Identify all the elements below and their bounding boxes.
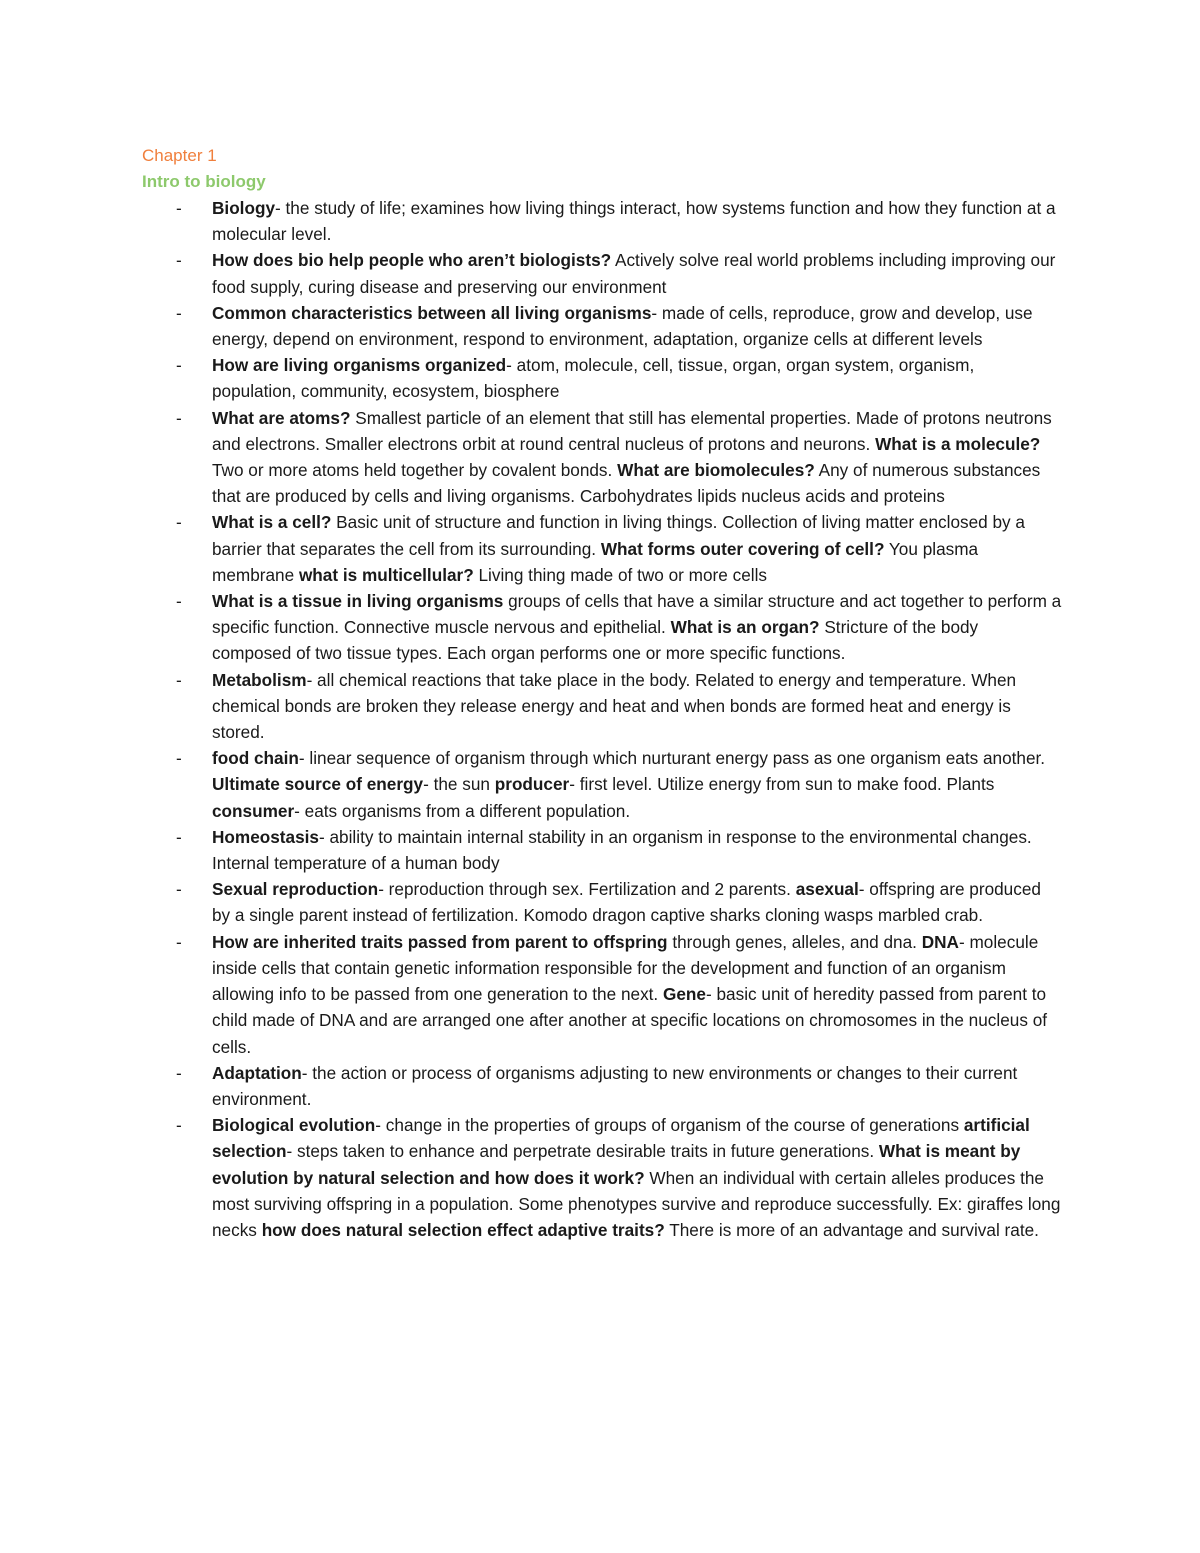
notes-list [142,195,1062,1243]
item-text: When an individual with certain alleles produces the most surviving offspring in a population. Some phenotypes survive and reproduce successfully. Ex: giraffes long necks [212,1167,1061,1240]
item-text: - the action or process of organisms adjusting to new environments or changes to their current environment. [212,1062,1018,1109]
list-item [142,352,1062,404]
item-text: - change in the properties of groups of organism of the course of generations [375,1115,964,1136]
item-text: - offspring are produced by a single parent instead of fertilization. Komodo dragon captive sharks cloning wasps marbled crab. [212,879,1041,926]
list-item [142,195,1062,247]
item-text: - ability to maintain internal stability in an organism in response to the environmental changes. Internal temperature of a human body [212,826,1032,874]
list-item [142,1112,1062,1243]
bold-term: food chain [212,748,299,769]
item-text: - linear sequence of organism through which nurturant energy pass as one organism eats another. [298,748,1046,769]
bullet-dash: - [176,591,182,612]
bold-term: How does bio help people who aren’t biologists? [212,250,612,271]
bullet-dash: - [176,250,182,271]
bold-term: DNA [921,931,959,952]
bold-term: consumer [212,800,295,821]
bullet-dash: - [176,1115,182,1136]
item-text: Basic unit of structure and function in living things. Collection of living matter enclosed by a barrier that separates the cell from its surrounding. [212,512,1025,559]
list-item [142,247,1062,299]
item-text: Actively solve real world problems including improving our food supply, curing disease and preserving our environment [212,250,1056,297]
list-item [142,405,1062,510]
list-item [142,300,1062,352]
item-text: - basic unit of heredity passed from parent to child made of DNA and are arranged one after another at specific locations on chromosomes in the nucleus of cells. [212,984,1048,1057]
list-item [142,929,1062,1060]
bold-term: Common characteristics between all living organisms [212,302,652,323]
item-text: You plasma membrane [212,538,979,585]
bold-term: What is a cell? [212,512,332,533]
bullet-dash: - [176,931,182,952]
item-text: Two or more atoms held together by covalent bonds. [212,460,618,481]
item-text: - made of cells, reproduce, grow and develop, use energy, depend on environment, respond to environment, adaptation, organize cells at different levels [212,302,1033,350]
item-text: Living thing made of two or more cells [473,564,767,585]
item-text: Stricture of the body composed of two tissue types. Each organ performs one or more specific functions. [212,617,979,664]
list-item [142,824,1062,876]
item-text: - all chemical reactions that take place in the body. Related to energy and temperature. When chemical bonds are broken they release energy and heat and when bonds are formed heat and energy is stored. [212,669,1017,743]
bold-term: Homeostasis [212,826,319,847]
item-text: - eats organisms from a different population. [294,800,631,821]
bold-term: Metabolism [212,669,307,690]
bold-term: What forms outer covering of cell? [600,538,885,559]
bullet-dash: - [176,748,182,769]
bold-term: artificial selection [212,1115,1030,1162]
bold-term: what is multicellular? [298,564,474,585]
bullet-dash: - [176,355,182,376]
bold-term: What is a tissue in living organisms [212,591,504,612]
bullet-dash: - [176,302,182,323]
item-text: Any of numerous substances that are produced by cells and living organisms. Carbohydrates lipids nucleus acids and proteins [212,460,1041,507]
item-text: - the sun [423,774,495,795]
section-subtitle: Intro to biology [142,172,266,191]
bold-term: Sexual reproduction [212,879,379,900]
item-text: through genes, alleles, and dna. [667,931,922,952]
chapter-heading: Chapter 1 [142,146,217,165]
bullet-dash: - [176,669,182,690]
bold-term: What are biomolecules? [617,460,815,481]
bold-term: Adaptation [212,1062,302,1083]
list-item [142,588,1062,667]
list-item [142,745,1062,824]
bold-term: Biology [212,198,276,218]
list-item [142,876,1062,928]
item-text: There is more of an advantage and survival rate. [664,1219,1039,1240]
bold-term: What is a molecule? [875,433,1041,454]
item-text: groups of cells that have a similar structure and act together to perform a specific function. Connective muscle nervous and epithelial. [212,591,1062,638]
item-text: - steps taken to enhance and perpetrate desirable traits in future generations. [286,1141,879,1162]
bullet-dash: - [176,879,182,900]
bullet-dash: - [176,1062,182,1083]
bold-term: What are atoms? [212,407,351,428]
list-item [142,1060,1062,1112]
item-text: - reproduction through sex. Fertilization and 2 parents. [378,879,796,900]
bold-term: Gene [663,984,706,1005]
bullet-dash: - [176,407,182,428]
bullet-dash: - [176,198,182,218]
bullet-dash: - [176,826,182,847]
item-text: - molecule inside cells that contain genetic information responsible for the development and function of an organism allowing info to be passed from one generation to the next. [212,931,1039,1005]
bold-term: How are living organisms organized [212,355,507,376]
bold-term: producer [494,774,570,795]
document-body [142,143,1062,1243]
list-item [142,509,1062,588]
bold-term: What is meant by evolution by natural selection and how does it work? [212,1141,1021,1188]
bold-term: How are inherited traits passed from parent to offspring [212,931,668,952]
bold-term: Ultimate source of energy [212,774,424,795]
bold-term: asexual [795,879,859,900]
bold-term: Biological evolution [212,1115,376,1136]
bullet-dash: - [176,512,182,533]
list-item [142,667,1062,746]
bold-term: What is an organ? [670,617,820,638]
item-text: Smallest particle of an element that still has elemental properties. Made of protons neutrons and electrons. Smaller electrons orbit at round central nucleus of protons and neurons. [212,407,1052,454]
item-text: - first level. Utilize energy from sun to make food. Plants [569,774,995,795]
item-text: - the study of life; examines how living things interact, how systems function and how they function at a molecular level. [212,198,1056,245]
item-text: - atom, molecule, cell, tissue, organ, organ system, organism, population, community, ecosystem, biosphere [212,355,975,402]
bold-term: how does natural selection effect adaptive traits? [261,1219,665,1240]
